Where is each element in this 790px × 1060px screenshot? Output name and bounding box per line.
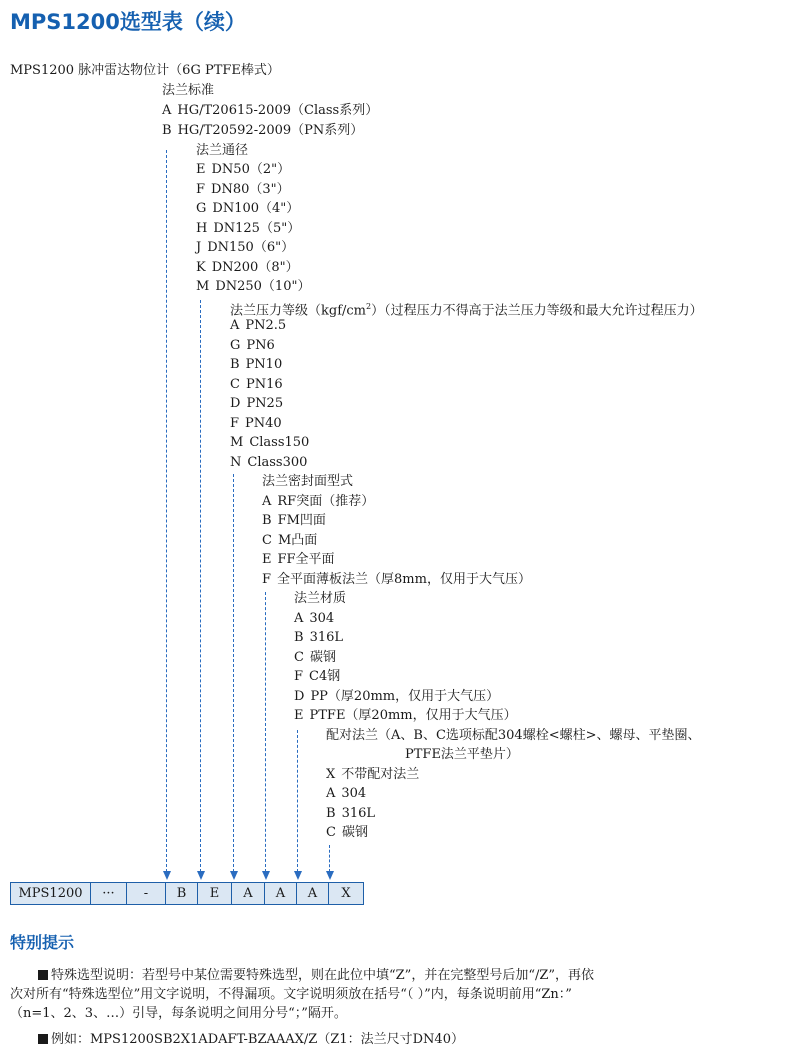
mating-header-line2: PTFE法兰平垫片） [405,747,519,762]
pressure-option: A PN2.5 [230,318,287,333]
arrow-down-icon [262,871,270,880]
standard-option: A HG/T20615-2009（Class系列） [162,103,379,118]
seal-option: B FM凹面 [262,513,326,528]
example-line: 例如：MPS1200SB2X1ADAFT-BZAAAX/Z（Z1：法兰尺寸DN40） [38,1030,464,1049]
pressure-option: B PN10 [230,357,283,372]
model-cell-pressure: A [232,883,265,904]
pressure-header: 法兰压力等级$(kgf/cm^2)$（过程压力不得高于法兰压力等级和最大允许过程压力） [230,302,703,319]
size-option: J DN150（6"） [196,240,295,255]
square-bullet-icon [38,970,48,980]
size-option: E DN50（2"） [196,162,291,177]
special-note-line2: 次对所有“特殊选型位”用文字说明，不得漏项。文字说明须放在括号“（ ）”内，每条说明前用“Zn：” [10,987,572,1002]
model-cell-size: E [198,883,232,904]
product-name: MPS1200 脉冲雷达物位计（6G PTFE棒式） [10,63,280,78]
seal-option: A RF突面（推荐） [262,494,375,509]
seal-header: 法兰密封面型式 [262,474,354,489]
pressure-option: D PN25 [230,396,284,411]
square-bullet-icon [38,1034,48,1044]
pressure-option: N Class300 [230,455,308,470]
model-cell-material: A [297,883,329,904]
size-option: G DN100（4"） [196,201,300,216]
mating-option: X 不带配对法兰 [326,767,420,782]
standard-header: 法兰标准 [162,83,215,98]
size-option: K DN200（8"） [196,260,299,275]
arrow-down-icon [163,871,171,880]
mating-option: B 316L [326,806,376,821]
tips-heading: 特别提示 [10,933,75,952]
special-note: 特殊选型说明：若型号中某位需要特殊选型，则在此位中填“Z”，并在完整型号后加“/Z”，再依 [10,966,782,985]
model-code-bar [10,882,364,905]
model-cell-dash: - [127,883,166,904]
page-title: MPS1200选型表（续） [10,10,246,34]
size-option: H DN125（5"） [196,221,301,236]
standard-option: B HG/T20592-2009（PN系列） [162,123,364,138]
pressure-option: G PN6 [230,338,275,353]
mating-option: A 304 [326,786,367,801]
model-cell-standard: B [166,883,198,904]
model-cell-base: MPS1200 [11,883,91,904]
pressure-option: M Class150 [230,435,310,450]
material-option: D PP（厚20mm，仅用于大气压） [294,689,500,704]
connector-line-pressure [233,474,234,872]
size-option: M DN250（10"） [196,279,311,294]
mating-option: C 碳钢 [326,825,368,840]
seal-option: E FF全平面 [262,552,335,567]
arrow-down-icon [294,871,302,880]
arrow-down-icon [197,871,205,880]
special-note-line3: （n=1、2、3、…）引导，每条说明之间用分号“；”隔开。 [10,1006,347,1021]
material-option: C 碳钢 [294,650,336,665]
size-header: 法兰通径 [196,143,249,158]
mating-header-line1: 配对法兰（A、B、C选项标配304螺栓<螺柱>、螺母、平垫圈、 [326,728,701,743]
seal-option: F 全平面薄板法兰（厚8mm，仅用于大气压） [262,572,531,587]
material-option: B 316L [294,630,344,645]
material-header: 法兰材质 [294,591,347,606]
model-cell-seal: A [265,883,297,904]
connector-line-mating [329,845,330,872]
material-option: E PTFE（厚20mm，仅用于大气压） [294,708,517,723]
material-option: F C4钢 [294,669,341,684]
material-option: A 304 [294,611,335,626]
model-cell-mating: X [341,886,351,901]
connector-line-material [297,730,298,872]
seal-option: C M凸面 [262,533,318,548]
connector-line-standard [166,150,167,872]
arrow-down-icon [230,871,238,880]
model-cell-ellipsis: ··· [91,883,127,904]
pressure-option: F PN40 [230,416,282,431]
size-option: F DN80（3"） [196,182,290,197]
connector-line-seal [265,592,266,872]
pressure-option: C PN16 [230,377,283,392]
connector-line-size [200,300,201,872]
arrow-down-icon [326,871,334,880]
